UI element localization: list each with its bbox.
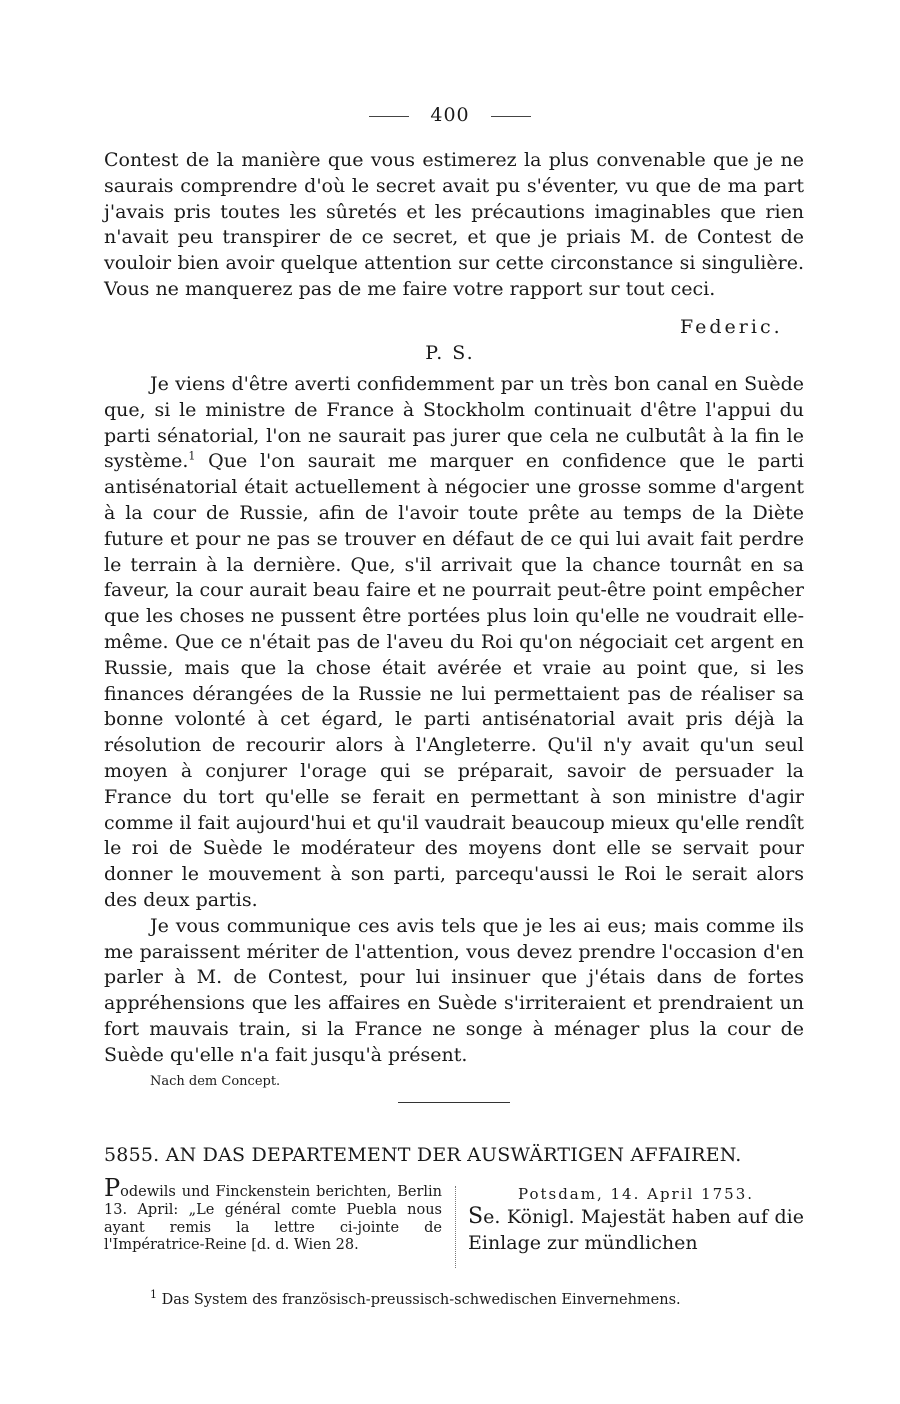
main-text-column (468, 1184, 804, 1256)
header-dash-right (491, 116, 531, 117)
header-dash-left (369, 116, 409, 117)
postscript-text-part-1: Je viens d'être averti confidemment par un très bon canal en Suède que, si le ministre de France à Stockholm continuait d'être l'appui du parti sénatorial, l'on ne saurait pas jurer que cela ne culbutât à la fin le système. (104, 373, 804, 473)
footnote-reference: 1 (188, 450, 196, 464)
document-number: 5855. (104, 1144, 160, 1166)
footnote-mark: 1 (150, 1288, 157, 1302)
footnote-text: Das System des französisch-preussisch-schwedischen Einvernehmens. (161, 1292, 681, 1308)
letter-closing-block (104, 148, 804, 303)
postscript-block (104, 372, 804, 1069)
document-title: AN DAS DEPARTEMENT DER AUSWÄRTIGEN AFFAIREN. (165, 1144, 742, 1166)
section-divider (398, 1102, 510, 1103)
postscript-text-part-2: Que l'on saurait me marquer en confidence que le parti antisénatorial était actuellement à négocier une grosse somme d'argent à la cour de Russie, afin de l'avoir toute prête au temps de la Diète future et pour ne pas se trouver en défaut de ce qui lui avait fait perdre le terrain à la dernière. Que, s'il arrivait que la chance tournât en sa faveur, la cour aurait beau faire et ne pourrait peut-être point empêcher que les choses ne pussent être portées plus loin qu'elle ne voudrait elle-même. Que ce n'était pas de l'aveu du Roi qu'on négociait cet argent en Russie, mais que la chose était avérée et vraie au point que, si les finances dérangées de la Russie ne lui permettaient pas de réaliser sa bonne volonté à cet égard, le parti antisénatorial avait pris déjà la résolution de recourir alors à l'Angleterre. Qu'il n'y avait qu'un seul moyen à conjurer l'orage qui se préparait, savoir de persuader la France du tort qu'elle se ferait en permettant à son ministre d'agir comme il fait aujourd'hui et qu'il vaudrait beaucoup mieux qu'elle rendît le roi de Suède le modérateur des moyens dont elle se servait pour donner le mouvement à son parti, parcequ'aussi le Roi le serait alors des deux partis. (104, 450, 804, 911)
page-number: 400 (430, 104, 470, 126)
postscript-paragraph (104, 372, 804, 914)
document-heading (104, 1144, 806, 1166)
postscript-paragraph-2: Je vous communique ces avis tels que je les ai eus; mais comme ils me paraissent mériter de l'attention, vous devez prendre l'occasion d'en parler à M. de Contest, pour lui insinuer que j'étais dans de fortes appréhensions que les affaires en Suède s'irriteraient et prendraient un fort mauvais train, si la France ne songe à ménager plus la cour de Suède qu'elle n'a fait jusqu'à présent. (104, 914, 804, 1066)
main-text-body: e. Königl. Majestät haben auf die Einlage zur mündlichen (468, 1206, 804, 1254)
letter-paragraph: Contest de la manière que vous estimerez la plus convenable que je ne saurais comprendre d'où le secret avait pu s'éventer, vu que de ma part j'avais pris toutes les sûretés et les précautions imaginables que rien n'avait peu transpirer de ce secret, et que je priais M. de Contest de vouloir bien avoir quelque attention sur cette circonstance si singulière. Vous ne manquerez pas de me faire votre rapport sur tout ceci. (104, 149, 804, 300)
main-text (468, 1204, 804, 1256)
main-text-initial: S (468, 1204, 484, 1229)
signature: Federic. (680, 316, 783, 338)
page-header (0, 104, 900, 126)
summary-text: odewils und Finckenstein berichten, Berlin 13. April: „Le général comte Puebla nous ayant remis la lettre ci-jointe de l'Impératrice-Reine [d. d. Wien 28. (104, 1184, 442, 1254)
postscript-label: P. S. (425, 342, 475, 364)
footnote (150, 1288, 681, 1308)
column-separator (455, 1186, 456, 1268)
summary-initial: P (104, 1174, 121, 1202)
summary-column (104, 1174, 442, 1255)
source-note: Nach dem Concept. (150, 1074, 281, 1089)
date-line: Potsdam, 14. April 1753. (517, 1185, 755, 1203)
